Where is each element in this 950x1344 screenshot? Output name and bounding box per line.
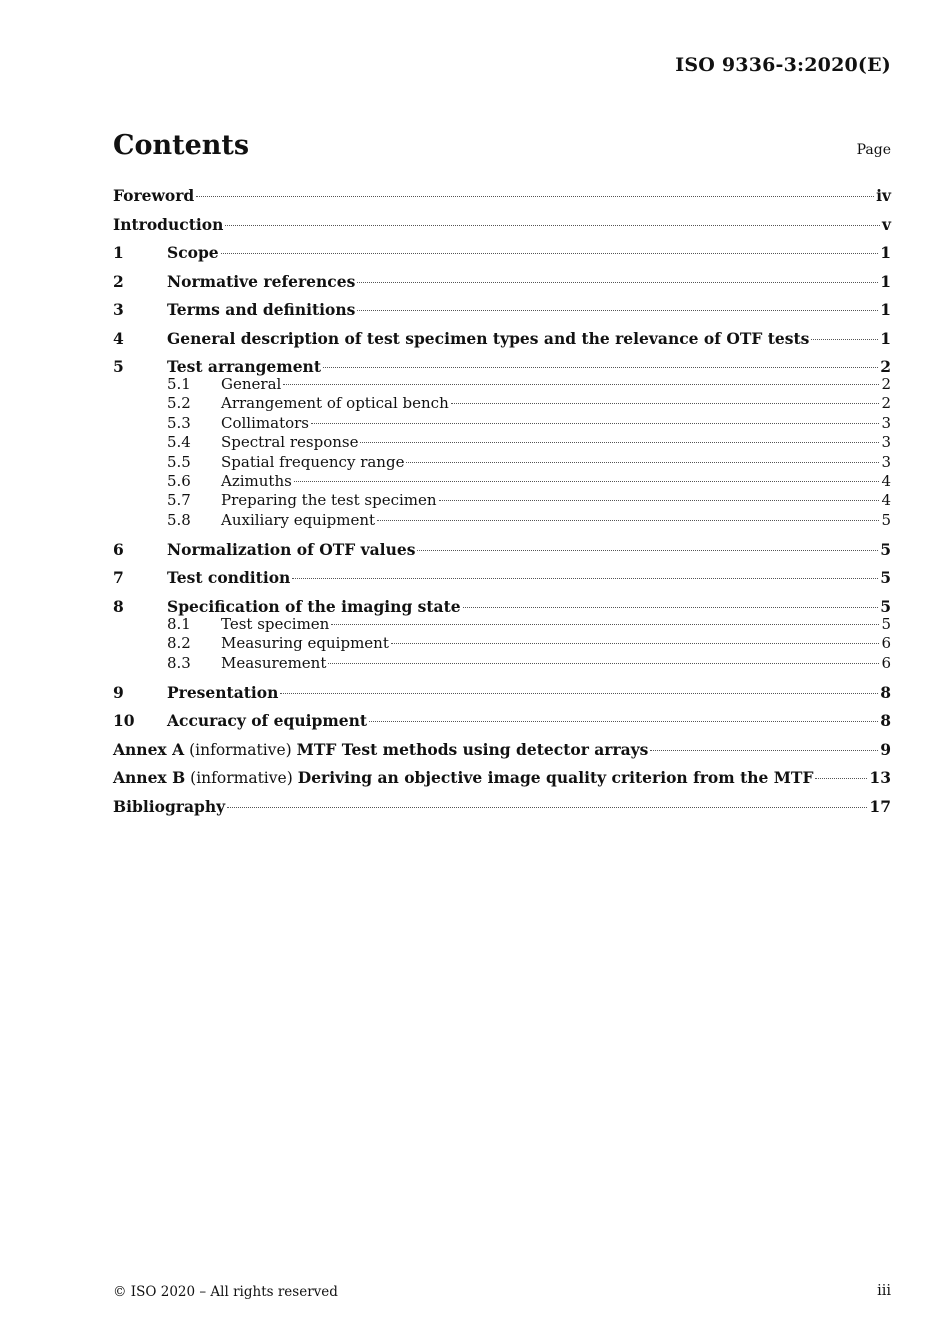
dot-leader [391, 643, 880, 644]
toc-entry-title: General description of test specimen types and the relevance of OTF tests [167, 328, 810, 348]
toc-subentry-title: Test specimen [221, 614, 330, 633]
dot-leader [323, 367, 878, 368]
toc-entry-page: 8 [880, 682, 891, 702]
toc-subentry[interactable] [113, 394, 891, 413]
dot-leader [292, 578, 878, 579]
toc-entry-title: Test condition [167, 568, 291, 588]
dot-leader [280, 693, 878, 694]
toc-entry-page: 2 [880, 357, 891, 376]
toc-entry-foreword[interactable] [113, 184, 891, 213]
toc-entry-number: 3 [113, 300, 124, 319]
toc-subentry-title: General [221, 375, 282, 393]
toc-subentry[interactable] [113, 472, 891, 491]
toc-entry-test-arrangement[interactable] [113, 355, 891, 375]
toc-entry-page: 8 [880, 711, 891, 731]
dot-leader [360, 442, 879, 443]
toc-entry-page: 1 [880, 271, 891, 291]
toc-entry-page: 1 [880, 328, 891, 348]
dot-leader [294, 481, 880, 482]
toc-entry-title: Foreword [113, 186, 195, 205]
toc-entry-title: Introduction [113, 214, 224, 234]
toc-entry-terms-and-definitions[interactable] [113, 298, 891, 327]
toc-subentry-page: 3 [881, 413, 891, 432]
toc-entry-page: 1 [880, 243, 891, 262]
toc-entry-annex-b[interactable] [113, 766, 891, 795]
dot-leader [357, 310, 878, 311]
toc-subentry-page: 6 [881, 653, 891, 672]
toc-subentry-page: 2 [881, 375, 891, 393]
dot-leader [369, 721, 878, 722]
toc-entry-title: Normalization of OTF values [167, 539, 416, 559]
toc-entry-number: 9 [113, 682, 124, 702]
dot-leader [196, 196, 874, 197]
toc-subentry-number: 5.4 [167, 433, 191, 452]
toc-subentry-page: 5 [881, 614, 891, 633]
toc-subentry-number: 5.3 [167, 413, 191, 432]
toc-entry-number: 8 [113, 596, 124, 616]
dot-leader [357, 282, 878, 283]
toc-subentry[interactable] [113, 615, 891, 634]
toc-entry-introduction[interactable] [113, 213, 891, 242]
toc-subentry[interactable] [113, 511, 891, 538]
toc-subentry-title: Spectral response [221, 433, 359, 452]
toc-subentry-number: 5.2 [167, 394, 191, 413]
toc-entry-scope[interactable] [113, 241, 891, 270]
toc-subentry-number: 5.1 [167, 375, 191, 393]
toc-entry-number: 2 [113, 271, 124, 291]
toc-entry-title: Specification of the imaging state [167, 596, 461, 616]
toc-entry-number: 5 [113, 357, 124, 376]
toc-subentry-title: Arrangement of optical bench [221, 394, 449, 413]
toc-subentry[interactable] [113, 375, 891, 394]
toc-entry-test-condition[interactable] [113, 566, 891, 595]
dot-leader [227, 807, 867, 808]
toc-entry-page: 13 [869, 768, 891, 788]
toc-entry-page: 17 [869, 796, 891, 816]
table-of-contents [113, 184, 891, 823]
toc-entry-title: Deriving an objective image quality criterion from the MTF [297, 768, 814, 788]
toc-subentry-page: 4 [881, 471, 891, 490]
toc-subentry-page: 6 [881, 634, 891, 653]
toc-entry-title: Terms and definitions [167, 300, 356, 319]
toc-entry-normalization[interactable] [113, 538, 891, 567]
copyright-notice: © ISO 2020 – All rights reserved [113, 1284, 338, 1300]
toc-entry-number: 7 [113, 568, 124, 588]
toc-entry-bibliography[interactable] [113, 795, 891, 824]
toc-subentry-title: Preparing the test specimen [221, 491, 437, 510]
toc-entry-page: 5 [880, 596, 891, 616]
toc-subentry-number: 5.6 [167, 471, 191, 490]
toc-subentry-page: 3 [881, 452, 891, 471]
toc-subentry-title: Measurement [221, 653, 327, 672]
toc-subentry[interactable] [113, 414, 891, 433]
toc-subentry-title: Spatial frequency range [221, 452, 405, 471]
toc-subentry[interactable] [113, 491, 891, 510]
dot-leader [331, 624, 879, 625]
toc-entry-accuracy[interactable] [113, 709, 891, 738]
toc-entry-title: Scope [167, 243, 219, 262]
dot-leader [406, 462, 879, 463]
dot-leader [650, 750, 878, 751]
toc-subentry-page: 3 [881, 433, 891, 452]
toc-subentry[interactable] [113, 634, 891, 653]
toc-entry-number: 4 [113, 328, 124, 348]
document-id: ISO 9336-3:2020(E) [675, 54, 891, 76]
toc-subentry-page: 2 [881, 394, 891, 413]
dot-leader [221, 253, 879, 254]
dot-leader [377, 520, 879, 521]
toc-entry-number: 10 [113, 711, 135, 731]
toc-entry-title: Test arrangement [167, 357, 321, 376]
toc-subentry-number: 5.7 [167, 491, 191, 510]
toc-subentry-title: Azimuths [221, 471, 292, 490]
toc-subentry-number: 8.2 [167, 634, 191, 653]
annex-label: Annex B [113, 768, 186, 788]
page-title: Contents [113, 130, 250, 161]
page-number: iii [877, 1283, 891, 1299]
toc-entry-presentation[interactable] [113, 681, 891, 710]
toc-entry-page: 1 [880, 300, 891, 319]
annex-label: Annex A [113, 739, 185, 759]
toc-subentry-number: 8.3 [167, 653, 191, 672]
toc-entry-page: 9 [880, 739, 891, 759]
toc-entry-annex-a[interactable] [113, 738, 891, 767]
dot-leader [811, 339, 878, 340]
toc-entry-page: v [881, 214, 891, 234]
dot-leader [328, 663, 879, 664]
annex-type: (informative) [189, 740, 292, 759]
toc-subentry[interactable] [113, 654, 891, 681]
toc-subentry-number: 5.8 [167, 510, 191, 529]
toc-subentry-page: 4 [881, 491, 891, 510]
toc-entry-page: 5 [880, 568, 891, 588]
toc-subentry[interactable] [113, 453, 891, 472]
toc-entry-number: 6 [113, 539, 124, 559]
annex-type: (informative) [190, 769, 293, 788]
toc-entry-number: 1 [113, 243, 124, 262]
toc-entry-title: Normative references [167, 271, 356, 291]
dot-leader [463, 607, 879, 608]
toc-subentry-number: 5.5 [167, 452, 191, 471]
dot-leader [815, 778, 867, 779]
dot-leader [311, 423, 879, 424]
toc-subentry-page: 5 [881, 510, 891, 529]
toc-entry-imaging-state[interactable] [113, 595, 891, 615]
toc-entry-title: Accuracy of equipment [167, 711, 368, 731]
toc-subentry-title: Collimators [221, 413, 309, 432]
dot-leader [225, 225, 880, 226]
page-column-label: Page [856, 142, 891, 158]
dot-leader [439, 500, 880, 501]
toc-entry-normative-references[interactable] [113, 270, 891, 299]
dot-leader [417, 550, 878, 551]
toc-entry-title: Presentation [167, 682, 279, 702]
toc-entry-title: MTF Test methods using detector arrays [296, 739, 649, 759]
dot-leader [283, 384, 879, 385]
toc-entry-page: iv [876, 186, 891, 205]
toc-entry-title: Bibliography [113, 796, 226, 816]
toc-entry-page: 5 [880, 539, 891, 559]
dot-leader [451, 403, 880, 404]
toc-subentry-number: 8.1 [167, 614, 191, 633]
toc-entry-general-description[interactable] [113, 327, 891, 356]
toc-subentry-title: Measuring equipment [221, 634, 389, 653]
toc-subentry[interactable] [113, 433, 891, 452]
toc-subentry-title: Auxiliary equipment [221, 510, 376, 529]
